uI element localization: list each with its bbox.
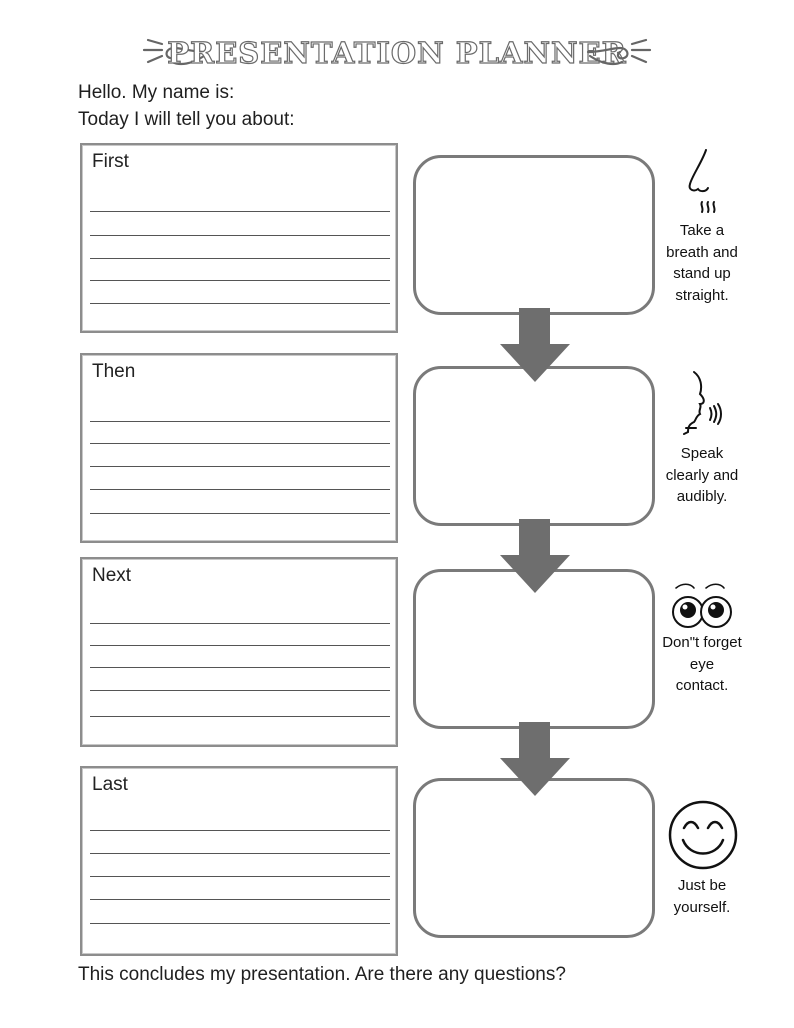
writing-line (90, 923, 390, 924)
closing-line: This concludes my presentation. Are there any questions? (78, 964, 566, 985)
writing-line (90, 235, 390, 236)
section-box-first[interactable] (80, 143, 398, 333)
title-banner (0, 30, 794, 78)
down-arrow-icon (500, 308, 570, 382)
flow-box-1[interactable] (413, 155, 655, 315)
smiley-face-icon (668, 800, 738, 870)
flow-box-4[interactable] (413, 778, 655, 938)
writing-line (90, 258, 390, 259)
writing-line (90, 489, 390, 490)
eyes-icon (668, 582, 736, 630)
name-intro-line: Hello. My name is: (78, 82, 235, 103)
topic-intro-line: Today I will tell you about: (78, 109, 295, 130)
section-label: Then (92, 361, 136, 382)
writing-line (90, 690, 390, 691)
section-box-next[interactable] (80, 557, 398, 747)
writing-line (90, 899, 390, 900)
flow-box-2[interactable] (413, 366, 655, 526)
down-arrow-icon (500, 722, 570, 796)
tip-text-be-yourself: Just be yourself. (673, 877, 731, 916)
tip-text-breath: Take a breath and stand up straight. (666, 222, 738, 304)
writing-line (90, 513, 390, 514)
tip-text-eye-contact: Don"t forget eye contact. (662, 634, 742, 694)
writing-line (90, 645, 390, 646)
right-swirl-ornament-icon (584, 30, 654, 78)
speaking-face-icon (680, 370, 728, 438)
writing-line (90, 421, 390, 422)
writing-line (90, 830, 390, 831)
writing-line (90, 667, 390, 668)
tip-text-speak: Speak clearly and audibly. (665, 445, 739, 505)
nose-breath-icon (684, 148, 724, 218)
page-title: PRESENTATION PLANNER (167, 36, 627, 70)
writing-line (90, 280, 390, 281)
writing-line (90, 303, 390, 304)
section-box-then[interactable] (80, 353, 398, 543)
section-box-last[interactable] (80, 766, 398, 956)
writing-line (90, 623, 390, 624)
writing-line (90, 443, 390, 444)
section-label: First (92, 151, 129, 172)
writing-line (90, 211, 390, 212)
writing-line (90, 466, 390, 467)
flow-box-3[interactable] (413, 569, 655, 729)
writing-line (90, 853, 390, 854)
down-arrow-icon (500, 519, 570, 593)
writing-line (90, 716, 390, 717)
section-label: Next (92, 565, 132, 586)
section-label: Last (92, 774, 128, 795)
writing-line (90, 876, 390, 877)
